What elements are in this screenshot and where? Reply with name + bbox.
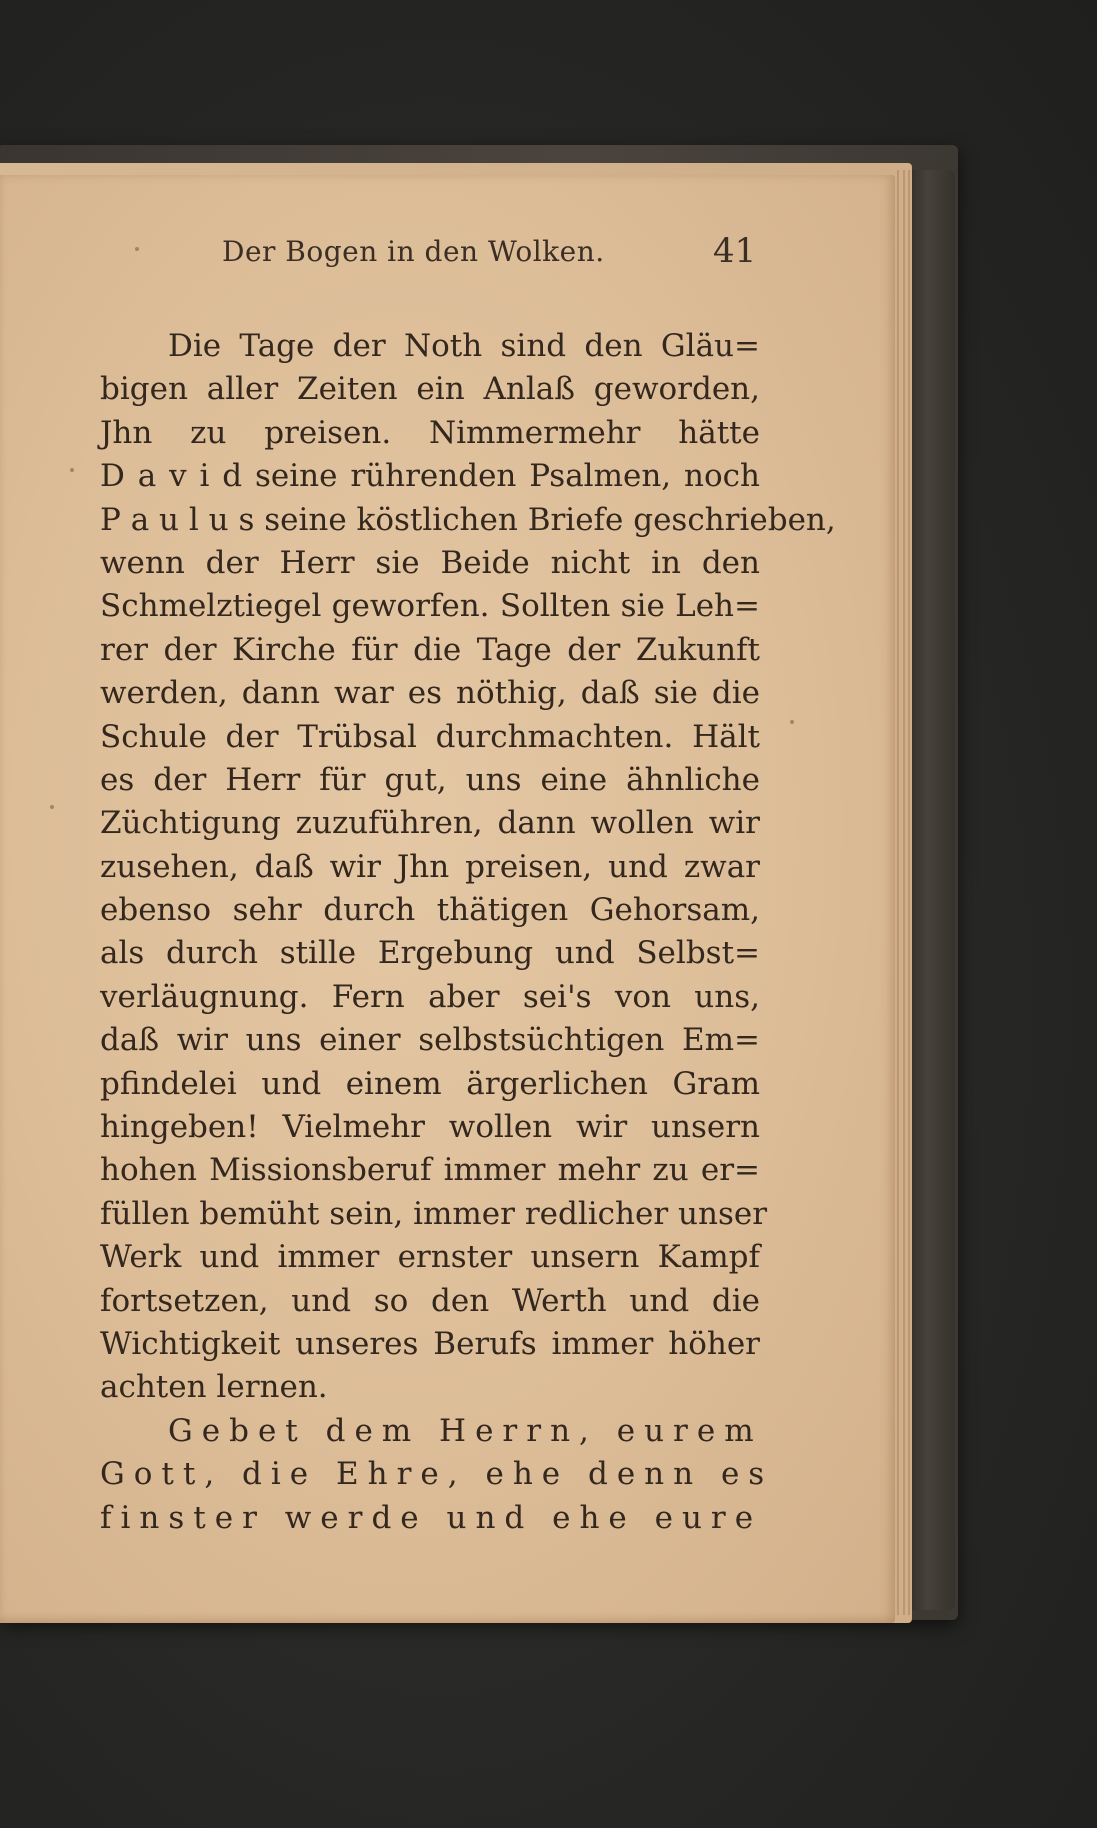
text-line: Schule der Trübsal durchmachten. Hält (100, 718, 760, 755)
text-line: pfindelei und einem ärgerlichen Gram (100, 1065, 760, 1102)
text-line: hingeben! Vielmehr wollen wir unsern (100, 1109, 760, 1146)
text-line: Schmelztiegel geworfen. Sollten sie Leh= (100, 588, 760, 625)
text-line: Werk und immer ernster unsern Kampf (100, 1239, 760, 1276)
paper-speck (50, 805, 54, 809)
page-number: 41 (713, 231, 757, 271)
text-line: wenn der Herr sie Beide nicht in den (100, 544, 760, 581)
book-cover-edge (905, 170, 955, 1610)
text-line: Jhn zu preisen. Nimmermehr hätte (100, 414, 760, 451)
text-line: verläugnung. Fern aber sei's von uns, (100, 978, 760, 1015)
text-line: achten lernen. (100, 1369, 328, 1406)
text-line: Züchtigung zuzuführen, dann wollen wir (100, 805, 760, 842)
text-line: D a v i d seine rührenden Psalmen, noch (100, 458, 760, 495)
text-line: daß wir uns einer selbstsüchtigen Em= (100, 1022, 760, 1059)
text-line: werden, dann war es nöthig, daß sie die (100, 675, 760, 712)
page-edge-line (897, 170, 899, 1615)
paper-speck (70, 468, 74, 472)
text-line: P a u l u s seine köstlichen Briefe geschrieben, (100, 501, 836, 538)
text-line: zusehen, daß wir Jhn preisen, und zwar (100, 848, 760, 885)
running-title: Der Bogen in den Wolken. (222, 235, 605, 268)
text-line: bigen aller Zeiten ein Anlaß geworden, (100, 371, 760, 408)
text-line: als durch stille Ergebung und Selbst= (100, 935, 760, 972)
text-line: ebenso sehr durch thätigen Gehorsam, (100, 892, 760, 929)
text-line: füllen bemüht sein, immer redlicher unser (100, 1195, 768, 1232)
page-edge-line (908, 170, 910, 1615)
page-header (0, 231, 1097, 285)
text-line: es der Herr für gut, uns eine ähnliche (100, 761, 760, 798)
page-edge-line (903, 170, 905, 1615)
text-line: Die Tage der Noth sind den Gläu= (168, 328, 760, 364)
text-line: rer der Kirche für die Tage der Zukunft (100, 631, 760, 668)
text-line: hohen Missionsberuf immer mehr zu er= (100, 1152, 760, 1189)
spaced-text-line: Gebet dem Herrn, eurem (168, 1412, 763, 1449)
spaced-text-line: Gott, die Ehre, ehe denn es (100, 1456, 774, 1493)
text-line: Wichtigkeit unseres Berufs immer höher (100, 1325, 760, 1362)
text-line: fortsetzen, und so den Werth und die (100, 1282, 760, 1319)
paper-speck (790, 720, 794, 724)
spaced-text-line: finster werde und ehe eure (100, 1499, 763, 1536)
body-text (100, 325, 836, 1540)
